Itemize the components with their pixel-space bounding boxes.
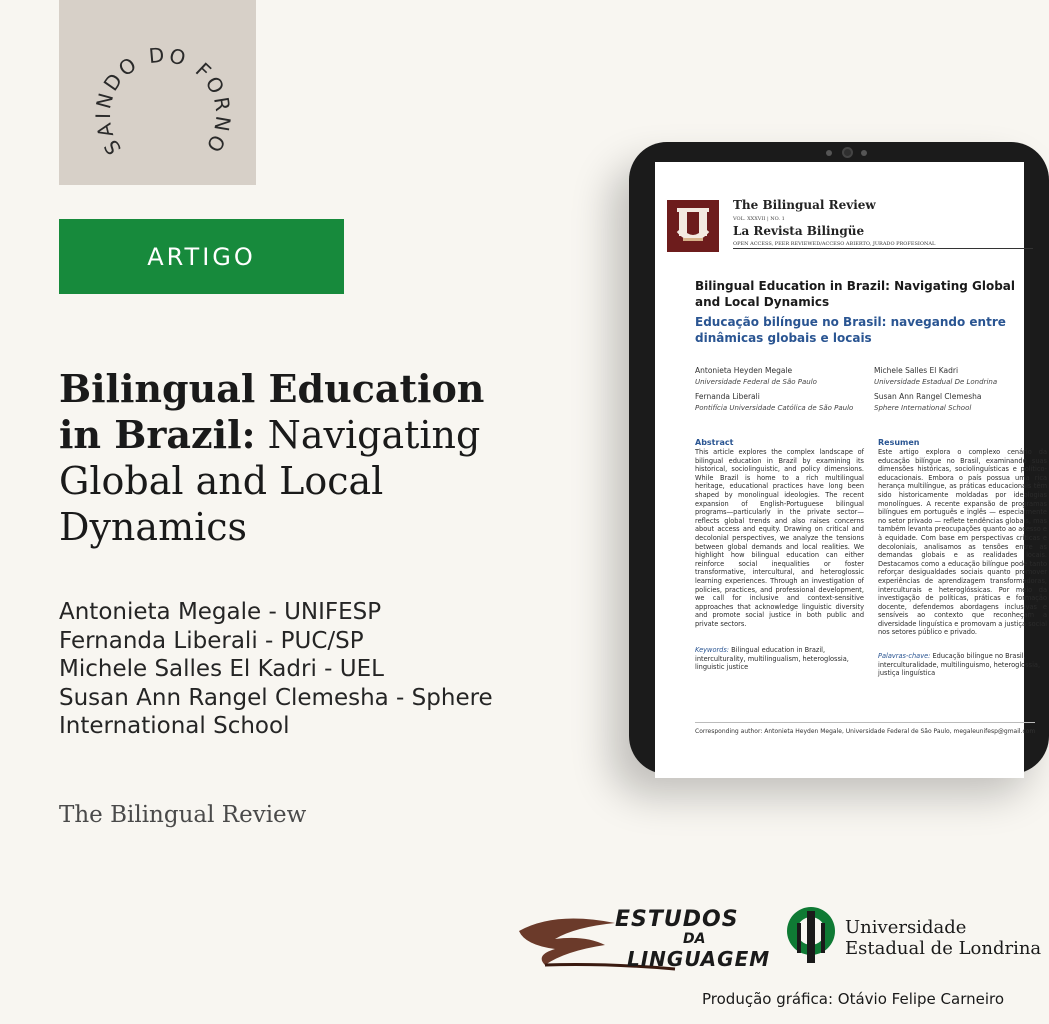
footer-divider <box>695 722 1035 723</box>
corresponding-author: Corresponding author: Antonieta Heyden Megale, Universidade Federal de São Paulo, megaleunifesp@gmail.com <box>695 728 1036 735</box>
artigo-tag <box>59 219 344 294</box>
palavras-label: Palavras-chave: <box>878 652 931 660</box>
review-title-es: La Revista Bilingüe <box>733 224 865 238</box>
bilingual-review-logo <box>667 200 719 252</box>
tablet-mockup <box>629 142 1049 774</box>
uel-name <box>845 917 1041 959</box>
uel-line-2: Estadual de Londrina <box>845 938 1042 959</box>
palavras-text: Educação bilíngue no Brasil, interculturalidade, multilinguismo, heteroglossia, justiça linguística <box>878 652 1041 678</box>
uel-emblem-icon <box>783 905 839 965</box>
svg-text:SAINDO DO FORNO <box>91 43 236 160</box>
screen-author-aff: Sphere International School <box>874 404 972 412</box>
badge-text: SAINDO DO FORNO <box>90 42 236 160</box>
da-word: DA <box>683 931 706 947</box>
screen-author-name: Antonieta Heyden Megale <box>695 366 793 375</box>
article-title-en: Bilingual Education in Brazil: Navigating Global and Local Dynamics <box>695 279 1016 309</box>
author-line: Susan Ann Rangel Clemesha - Sphere <box>59 684 493 711</box>
screen-author-aff: Universidade Estadual De Londrina <box>874 378 998 386</box>
artigo-label: ARTIGO <box>147 242 256 271</box>
screen-author-name: Fernanda Liberali <box>695 392 760 401</box>
article-title-pt: Educação bilíngue no Brasil: navegando entre dinâmicas globais e locais <box>695 315 1006 345</box>
author-line: Fernanda Liberali - PUC/SP <box>59 627 364 654</box>
screen-author-name: Susan Ann Rangel Clemesha <box>874 392 982 401</box>
authors-list <box>59 598 529 741</box>
keywords-label: Keywords: <box>695 646 730 654</box>
sensor-dot <box>861 150 867 156</box>
title-bold: Bilingual Education in Brazil: <box>59 366 485 457</box>
resumen-heading: Resumen <box>878 438 920 447</box>
sensor-dot <box>826 150 832 156</box>
screen-author-name: Michele Salles El Kadri <box>874 366 959 375</box>
estudos-word: ESTUDOS <box>615 907 739 932</box>
review-logo-icon <box>667 200 719 252</box>
review-open-access: OPEN ACCESS, PEER REVIEWED/ACCESO ABIERTO, JURADO PROFESIONAL <box>733 241 936 247</box>
graphic-credit: Produção gráfica: Otávio Felipe Carneiro <box>702 990 1005 1008</box>
badge-circle-text <box>59 0 256 185</box>
review-title-en: The Bilingual Review <box>733 198 876 212</box>
author-line: Antonieta Megale - UNIFESP <box>59 599 382 625</box>
abstract-heading: Abstract <box>695 438 734 447</box>
palavras-chave <box>878 652 1047 678</box>
screen-author-aff: Universidade Federal de São Paulo <box>695 378 817 386</box>
camera-icon <box>842 147 853 158</box>
tablet-screen <box>655 162 1047 778</box>
review-volume: VOL. XXXVII | NO. 1 <box>733 216 785 222</box>
saindo-do-forno-badge <box>59 0 256 185</box>
screen-author-aff: Pontifícia Universidade Católica de São Paulo <box>695 404 854 412</box>
abstract-text: This article explores the complex landscape of bilingual education in Brazil by examining its historical, sociolinguistic, and policy dimensions. While Brazil is home to a rich multilingual heritage, educational practices have long been shaped by monolingual ideologies. The recent expansion of English-Portuguese bilingual programs—particularly in the private sector—reflects global trends and also raises concerns about access and equity. Drawing on critical and decolonial perspectives, we analyze the tensions between global demands and local realities. We highlight how bilingual education can either reinforce social inequalities or foster transformative, intercultural, and heteroglossic learning experiences. Through an investigation of policies, practices, and professional development, we call for inclusive and context-sensitive approaches that acknowledge linguistic diversity and promote social justice in both public and private sectors. <box>695 448 864 628</box>
keywords-text: Bilingual education in Brazil, interculturality, multilingualism, heteroglossia, linguistic justice <box>695 646 849 672</box>
estudos-da-linguagem-logo <box>515 905 771 975</box>
author-line: Michele Salles El Kadri - UEL <box>59 656 384 682</box>
header-divider <box>733 248 1033 249</box>
author-line: International School <box>59 713 290 739</box>
uel-line-1: Universidade <box>845 917 967 938</box>
linguagem-word: LINGUAGEM <box>627 947 771 971</box>
article-title <box>59 366 499 550</box>
title-light: Navigating Global and Local Dynamics <box>59 413 481 549</box>
uel-logo <box>783 905 1042 969</box>
keywords <box>695 646 864 672</box>
journal-name: The Bilingual Review <box>59 802 307 828</box>
resumen-text: Este artigo explora o complexo cenário da educação bilíngue no Brasil, examinando suas dimensões históricas, sociolinguísticas e político-educacionais. Embora o país possua uma rica herança multilíngue, as práticas educacionais têm sido historicamente moldadas por ideologias monolíngues. A recente expansão de programas bilíngues em português e inglês — especialmente no setor privado — reflete tendências globais, mas também levanta preocupações quanto ao acesso e à equidade. Com base em perspectivas críticas e decoloniais, analisamos as tensões entre as demandas globais e as realidades locais. Destacamos como a educação bilíngue pode tanto reforçar desigualdades sociais quanto promover experiências de aprendizagem transformadoras, interculturais e heteroglóssicas. Por meio da investigação de políticas, práticas e formação docente, defendemos abordagens inclusivas e sensíveis ao contexto que reconheçam a diversidade linguística e promovam a justiça social nos setores público e privado. <box>878 448 1047 637</box>
partner-logos <box>515 905 1042 975</box>
